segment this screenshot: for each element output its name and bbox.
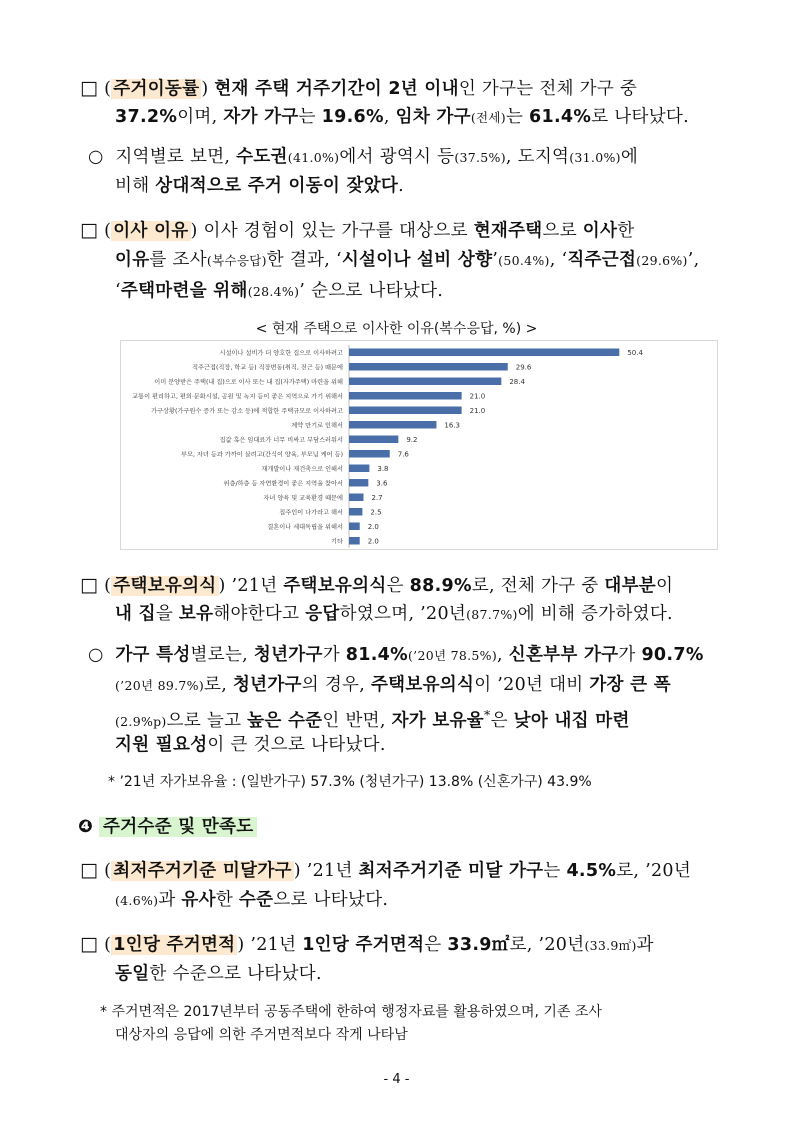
bar-chart-svg [121,341,717,549]
category-label: 자녀 양육 및 교육환경 때문에 [263,494,343,502]
text: 는 [505,107,530,127]
s1-sub-line2 [115,175,404,197]
text: , [497,645,509,665]
text: 는 [298,107,322,127]
text: 한 [215,890,239,910]
bold-text: 이사 [582,221,618,241]
bar [349,363,508,371]
value-label: 16.3 [444,421,461,430]
topic-tag: 1인당 주거면적 [113,935,236,955]
text: , 도지역 [505,147,570,167]
text: 으로 늘고 [166,710,248,731]
value-label: 21.0 [469,406,486,415]
bold-text: 자가 가구 [223,107,299,127]
category-label: 결혼이나 세대독립을 위해서 [267,523,343,531]
s5-line2 [115,963,322,985]
bold-text: 유사 [181,890,216,910]
topic-tag: 주거이동률 [113,79,200,99]
category-label: 부모, 자녀 등과 가까이 살려고(간식이 양육, 부모님 케어 등) [181,451,343,459]
value-label: 2.0 [367,537,379,546]
small-text: (4.6%) [115,893,159,908]
text: 가 [618,645,642,665]
s3-sub-line4 [115,734,386,756]
text: 이며, [177,107,224,127]
bold-text: 주택보유의식 [283,576,387,596]
text: 한 수준으로 나타났다. [149,964,322,984]
text: ) 이사 경험이 있는 가구를 대상으로 [190,221,474,241]
category-label: 가구상황(가구원수 증가 또는 감소 등)에 적합한 주택규모로 이사하려고 [151,407,343,415]
s3-sub-line3 [115,704,630,733]
bold-text: 이유 [115,250,150,270]
circle-bullet-icon: ○ [88,147,104,167]
s2-line2 [115,249,699,272]
bold-text: 낮아 내집 마련 [513,710,630,731]
small-text: (50.4%) [498,253,550,268]
text: 를 조사 [149,250,207,270]
text: 는 [543,861,567,881]
s2-line1 [80,219,634,242]
bold-text: 상대적으로 주거 이동이 잦았다 [155,176,399,196]
text: 지역별로 보면, [115,147,237,167]
text: 이 [656,576,674,596]
text: ‘ [115,281,121,301]
bold-text: 지원 필요성 [115,735,208,755]
bold-text: 동일 [115,964,150,984]
footnote-mark: * [484,707,491,722]
bar [349,407,462,415]
bold-text: 33.9㎡ [447,935,510,955]
text: 에서 광역시 등 [339,147,455,167]
small-text: (’20년 89.7%) [115,678,204,693]
text: 인 가구는 전체 가구 중 [458,79,638,99]
value-label: 3.8 [377,464,389,473]
value-label: 29.6 [515,363,532,372]
bold-text: 현재주택 [473,221,543,241]
text: ) ’21년 [293,861,359,881]
text: ( [104,79,112,99]
bar [349,450,390,458]
bar [349,392,462,400]
small-text: (28.4%) [247,284,300,299]
category-label: 시설이나 설비가 더 양호한 집으로 이사하려고 [219,349,343,357]
bold-text: 주택보유의식 [370,675,475,695]
text: 으로 나타났다. [273,890,389,910]
category-label: 위층/하층 등 자연환경이 좋은 지역을 찾아서 [223,480,343,488]
bar [349,378,501,386]
bar [349,465,369,473]
text: 로, [204,675,233,695]
text: ) ’21년 [237,935,303,955]
section-title: 주거수준 및 만족도 [99,817,257,837]
bold-text: 1인당 주거면적 [302,935,425,955]
square-bullet-icon: □ [80,574,99,596]
s3-footnote: * ’21년 자가보유율 : (일반가구) 57.3% (청년가구) 13.8% (신혼가구) 43.9% [108,774,592,790]
text: 로, ’20년 [509,935,585,955]
bold-text: 81.4% [345,645,408,665]
small-text: (29.6%) [636,253,688,268]
chart-title: < 현재 주택으로 이사한 이유(복수응답, %) > [255,321,538,337]
square-bullet-icon: □ [80,859,99,881]
text: 한 결과, ‘ [266,250,342,270]
text: 에 [620,147,639,167]
text: 은 [490,710,514,731]
s4-line1 [80,859,691,882]
text: 가 [322,645,346,665]
bold-text: 수도권 [236,147,288,167]
bold-text: 높은 수준 [247,710,323,731]
category-label: 이미 분양받은 주택(내 집)으로 이사 또는 내 집(자가주택) 마련을 위해 [154,378,343,386]
text: 인 반면, [322,710,392,731]
text: ) [201,79,215,99]
category-label: 재개발이나 재건축으로 인해서 [261,465,343,473]
text: ’, [687,250,700,270]
text: 이 ’20년 대비 [474,675,590,695]
text: 로 나타났다. [591,107,689,127]
section-heading [78,816,257,838]
small-text: (37.5%) [454,150,506,165]
circle-bullet-icon: ○ [88,645,104,665]
bold-text: 자가 보유율 [391,710,485,731]
s1-sub-line1 [88,146,638,169]
text: ( [104,221,112,241]
bold-text: 88.9% [409,576,472,596]
category-label: 교통이 편리하고, 편의·문화시설, 공원 및 녹지 등이 좋은 지역으로 가기 위해서 [132,393,343,401]
page-number: - 4 - [383,1072,410,1087]
s4-line2 [115,889,388,912]
small-text: (31.0%) [569,150,621,165]
s3-line2 [115,603,673,626]
text: 은 [424,935,448,955]
bar [349,479,368,487]
value-label: 28.4 [509,377,525,386]
s5-footnote-line2: 대상자의 응답에 의한 주거면적보다 작게 나타남 [115,1027,408,1043]
small-text: (’20년 78.5%) [408,648,497,663]
text: 이 큰 것으로 나타났다. [207,735,386,755]
text: 비해 [115,176,156,196]
s1-line1 [80,77,637,100]
bar [349,523,360,531]
bar [349,508,362,516]
circled-number-four-icon: ❹ [78,817,94,837]
text: 은 [386,576,410,596]
bold-text: 임차 가구 [395,107,471,127]
s5-footnote-line1: * 주거면적은 2017년부터 공동주택에 한하여 행정자료를 활용하였으며, 기존 조사 [100,1004,602,1020]
bar-chart [120,340,718,550]
bold-text: 청년가구 [253,645,323,665]
value-label: 21.0 [469,392,486,401]
small-text: (복수응답) [206,253,267,268]
small-text: (87.7%) [466,607,518,622]
bold-text: 90.7% [641,645,704,665]
bold-text: 직주근접 [567,250,637,270]
text: 별로는, [190,645,254,665]
text: 과 [158,890,182,910]
category-label: 직주근접(직장, 학교 등) 직장변동(취직, 전근 등) 때문에 [192,364,343,372]
bold-text: 37.2% [115,107,178,127]
s2-line3 [115,280,443,303]
s3-line1 [80,574,673,597]
text: ( [104,861,112,881]
value-label: 9.2 [406,435,418,444]
bold-text: 최저주거기준 미달 가구 [358,861,544,881]
value-label: 50.4 [627,348,643,357]
bold-text: 수준 [238,890,274,910]
small-text: (33.9㎡) [584,938,637,953]
bar [349,537,360,545]
bold-text: 가장 큰 폭 [589,675,671,695]
bar [349,436,398,444]
value-label: 2.5 [370,508,382,517]
text: 한 [617,221,635,241]
text: 하였으며, ’20년 [339,604,467,624]
text: 을 [155,604,179,624]
s3-sub-line2 [115,674,671,697]
bold-text: 시설이나 설비 상향 [341,250,493,270]
bold-text: 응답 [305,604,340,624]
text: 로, 전체 가구 중 [471,576,605,596]
bold-text: 4.5% [566,861,617,881]
bold-text: 주택마련을 위해 [120,281,248,301]
category-label: 계약 만기로 인해서 [291,422,343,430]
small-text: (41.0%) [287,150,340,165]
bold-text: 가구 특성 [115,645,191,665]
topic-tag: 최저주거기준 미달가구 [113,861,292,881]
s3-sub-line1 [88,644,704,667]
text: 으로 [542,221,583,241]
square-bullet-icon: □ [80,933,99,955]
text: ’ [492,250,499,270]
topic-tag: 주택보유의식 [113,576,217,596]
bold-text: 대부분 [604,576,657,596]
topic-tag: 이사 이유 [113,221,189,241]
category-label: 집값 혹은 임대료가 너무 비싸고 부담스러워서 [219,436,343,444]
bold-text: 신혼부부 가구 [508,645,619,665]
bold-text: 내 집 [115,604,156,624]
small-text: (전세) [470,110,506,125]
text: 에 비해 증가하였다. [517,604,673,624]
text: 의 경우, [301,675,371,695]
bar [349,494,363,502]
text: ’ 순으로 나타났다. [299,281,444,301]
text: , ‘ [549,250,568,270]
bold-text: 보유 [178,604,214,624]
value-label: 7.6 [397,450,409,459]
text: , [383,107,396,127]
text: ) ’21년 [218,576,284,596]
text: 로, ’20년 [616,861,692,881]
bar [349,349,619,357]
category-label: 기타 [331,538,343,546]
s5-line1 [80,933,654,957]
text: . [398,176,404,196]
bar [349,421,436,429]
bold-text: 19.6% [321,107,384,127]
text: ( [104,935,112,955]
square-bullet-icon: □ [80,219,99,241]
bold-text: 청년가구 [232,675,302,695]
square-bullet-icon: □ [80,77,99,99]
value-label: 2.7 [371,493,383,502]
value-label: 3.6 [376,479,388,488]
value-label: 2.0 [367,522,379,531]
bold-text: 현재 주택 거주기간이 2년 이내 [214,79,459,99]
s1-line2 [115,106,689,129]
small-text: (2.9%p) [115,713,167,729]
text: ( [104,576,112,596]
bold-text: 61.4% [529,107,592,127]
text: 과 [636,935,654,955]
category-label: 집주인이 나가라고 해서 [279,509,343,517]
text: 해야한다고 [213,604,306,624]
